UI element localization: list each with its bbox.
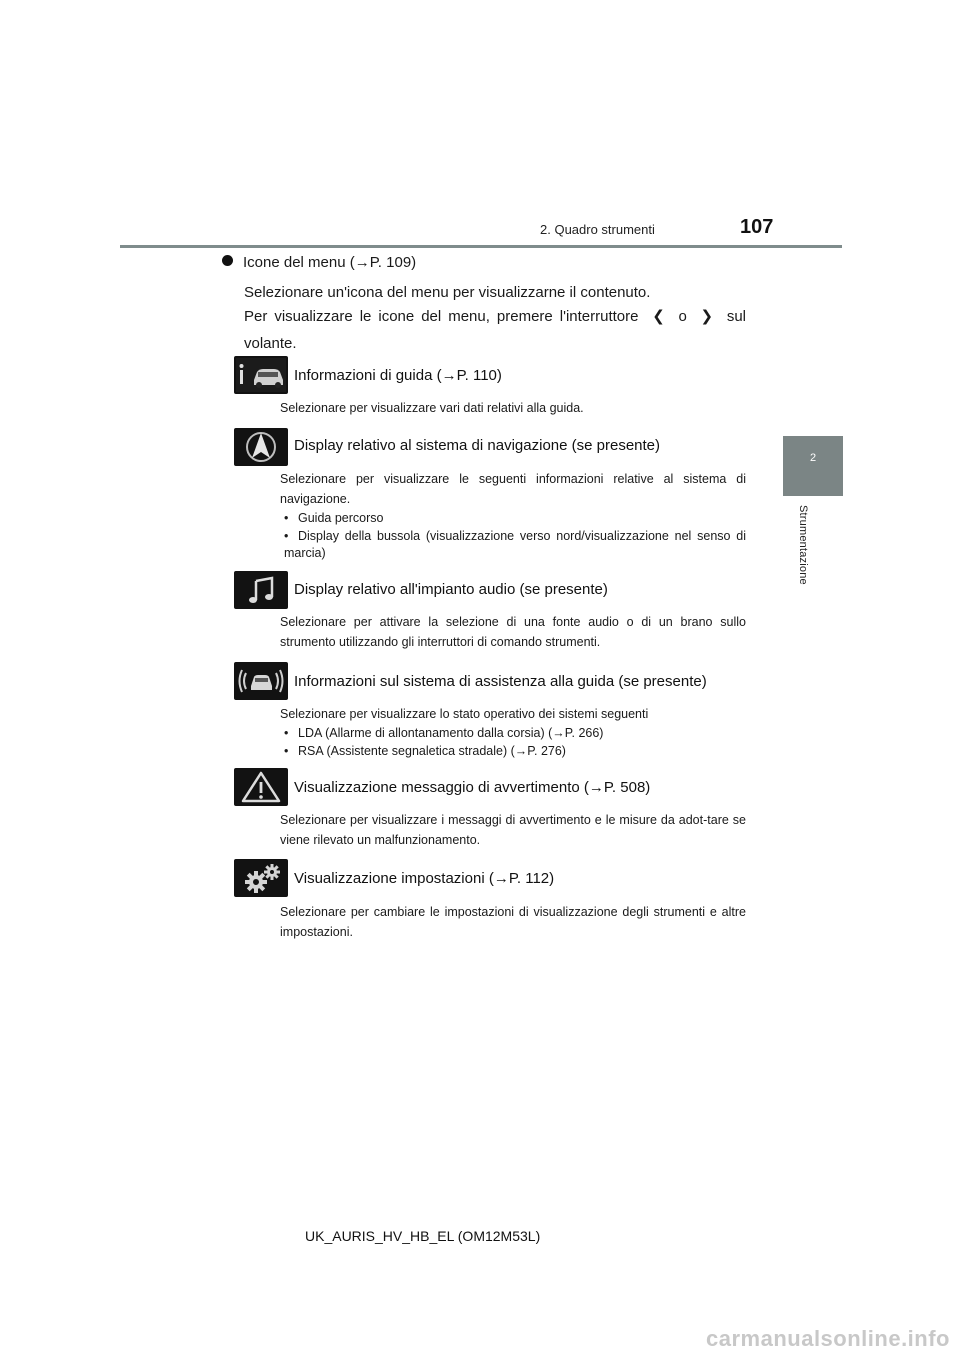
item-title-navigation: Display relativo al sistema di navigazione (se presente) [294, 437, 661, 454]
menu-icons-heading-text: Icone del menu (→P. 109) [243, 254, 417, 271]
page-number: 107 [740, 216, 774, 238]
intro-line-2-text: Per visualizzare le icone del menu, premere l'interruttore [244, 308, 639, 325]
chevron-left-icon: ❮ [652, 308, 665, 325]
driving-assist-icon [234, 662, 288, 700]
section-title: 2. Quadro strumenti [540, 222, 655, 237]
music-note-icon [234, 571, 288, 609]
sub-bullet: • [284, 726, 289, 740]
watermark: carmanualsonline.info [706, 1326, 950, 1351]
item-desc-settings: Selezionare per cambiare le impostazioni di visualizzazione degli strumenti e altre impostazioni. [280, 905, 746, 939]
header-divider [120, 245, 842, 248]
intro-line-1: Selezionare un'icona del menu per visualizzarne il contenuto. [244, 284, 651, 301]
chapter-number: 2 [809, 452, 817, 464]
item-desc-driving-assist: Selezionare per visualizzare lo stato operativo dei sistemi seguenti [280, 707, 649, 721]
sub-bullet: • [284, 529, 289, 543]
chapter-tab [783, 436, 843, 496]
gears-icon [234, 859, 288, 897]
sub-item-compass [284, 528, 746, 562]
item-title-driving-assist: Informazioni sul sistema di assistenza alla guida (se presente) [294, 673, 707, 690]
document-code: UK_AURIS_HV_HB_EL (OM12M53L) [305, 1228, 541, 1244]
chapter-label: Strumentazione [797, 505, 809, 585]
item-desc-navigation: Selezionare per visualizzare le seguenti informazioni relative al sistema di navigazione. [280, 472, 746, 506]
menu-icons-heading [222, 254, 416, 271]
navigation-icon [234, 428, 288, 466]
warning-triangle-icon [234, 768, 288, 806]
chevron-right-icon: ❯ [700, 308, 714, 325]
sub-item-route-guidance [284, 510, 746, 527]
item-desc-audio: Selezionare per attivare la selezione di una fonte audio o di un brano sullo strumento utilizzando gli interruttori di comando strumenti. [280, 615, 746, 649]
sub-item-text: LDA (Allarme di allontanamento dalla corsia) (→P. 266) [298, 726, 604, 740]
car-info-icon [234, 356, 288, 394]
intro-line-2 [244, 303, 746, 357]
item-title-warning: Visualizzazione messaggio di avvertimento (→P. 508) [294, 779, 651, 796]
sub-item-text: RSA (Assistente segnaletica stradale) (→P. 276) [298, 744, 566, 758]
item-title-settings: Visualizzazione impostazioni (→P. 112) [294, 870, 555, 887]
sub-item-rsa [284, 743, 746, 760]
item-desc-warning: Selezionare per visualizzare i messaggi di avvertimento e le misure da adot-tare se viene rilevato un malfunzionamento. [280, 813, 746, 847]
or-word: o [678, 308, 687, 325]
sub-bullet: • [284, 744, 289, 758]
sub-item-lda [284, 725, 746, 742]
sub-bullet: • [284, 511, 289, 525]
sub-item-text: Display della bussola (visualizzazione verso nord/visualizzazione nel senso di marcia) [284, 529, 746, 560]
item-desc-driving-info: Selezionare per visualizzare vari dati relativi alla guida. [280, 401, 584, 415]
item-title-audio: Display relativo all'impianto audio (se presente) [294, 581, 608, 598]
bullet-icon [222, 255, 233, 266]
sub-item-text: Guida percorso [298, 511, 384, 525]
intro-line-2-end: sul volante. [244, 308, 747, 352]
item-title-driving-info: Informazioni di guida (→P. 110) [294, 367, 502, 384]
